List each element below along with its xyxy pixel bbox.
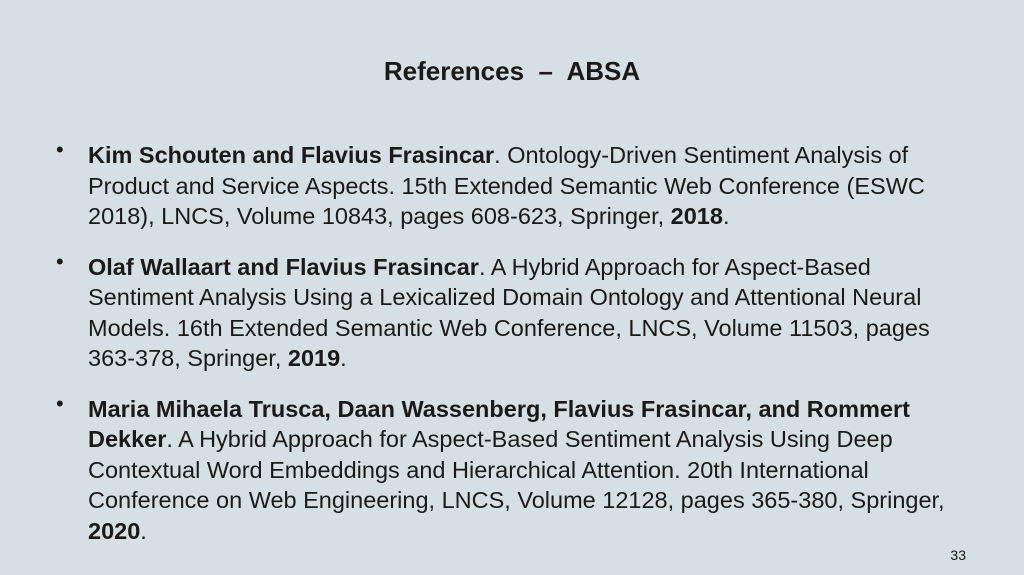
reference-item xyxy=(56,137,966,232)
reference-end: . xyxy=(722,203,730,229)
reference-authors: Kim Schouten and Flavius Frasincar xyxy=(88,142,495,168)
reference-item xyxy=(56,248,966,374)
reference-details: . A Hybrid Approach for Aspect-Based Sentiment Analysis Using a Lexicalized Domain Ontology and Attentional Neural Models. 16th Extended Semantic Web Conference, LNCS, Volume 11503, pages 363-378, Springer, xyxy=(88,253,930,371)
bullet-icon: • xyxy=(56,390,64,416)
reference-year: 2020 xyxy=(88,517,141,544)
bullet-icon: • xyxy=(56,248,64,274)
slide-title: References – ABSA xyxy=(383,56,641,86)
reference-item xyxy=(56,390,966,547)
reference-details: . A Hybrid Approach for Aspect-Based Sentiment Analysis Using Deep Contextual Word Embeddings and Hierarchical Attention. 20th International Conference on Web Engineering, LNCS, Volume 12128, pages 365-380, Springer, xyxy=(88,426,945,513)
reference-year: 2019 xyxy=(287,345,341,371)
reference-year: 2018 xyxy=(670,203,723,229)
reference-end: . xyxy=(140,517,147,544)
reference-list xyxy=(56,137,966,566)
page-number: 33 xyxy=(950,547,966,563)
reference-authors: Olaf Wallaart and Flavius Frasincar xyxy=(88,253,479,280)
reference-authors: Maria Mihaela Trusca, Daan Wassenberg, Flavius Frasincar, and Rommert Dekker xyxy=(88,395,910,452)
bullet-icon: • xyxy=(56,137,64,162)
reference-end: . xyxy=(340,345,347,371)
reference-details: . Ontology-Driven Sentiment Analysis of Product and Service Aspects. 15th Extended Semantic Web Conference (ESWC 2018), LNCS, Volume 10843, pages 608-623, Springer, xyxy=(88,142,925,229)
